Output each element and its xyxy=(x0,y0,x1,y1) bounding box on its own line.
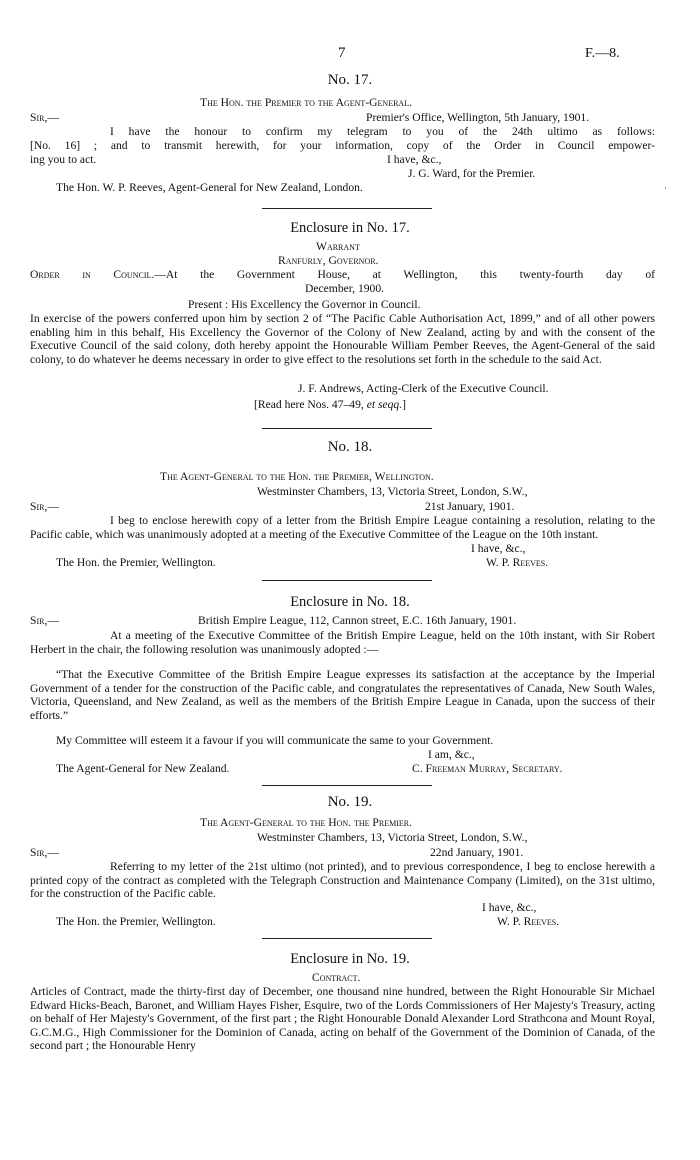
separator-rule xyxy=(262,938,432,939)
no18-address: Westminster Chambers, 13, Victoria Street, London, S.W., xyxy=(257,485,528,498)
no18-salutation: Sir,— xyxy=(30,500,59,513)
no19-date: 22nd January, 1901. xyxy=(430,846,524,859)
no17-salutation: Sir,— xyxy=(30,111,59,124)
encl17-body: In exercise of the powers conferred upon him by section 2 of “The Pacific Cable Authorisation Act, 1899,” and of all other powers enabling him in this behalf, His Excellency the Governor of the Colony of New Zealand, acting by and with the consent of the Executive Council of the said colony, doth hereby appoint the Honourable William Pember Reeves, the Agent-General of the said colony, to do whatever he deems necessary in order to give effect to the resolutions set forth in the schedule to the said Act. xyxy=(30,312,655,366)
no17-place-date: Premier's Office, Wellington, 5th January, 1901. xyxy=(366,111,590,124)
separator-rule xyxy=(262,580,432,581)
separator-rule xyxy=(262,785,432,786)
encl18-place-date: British Empire League, 112, Cannon street, E.C. 16th January, 1901. xyxy=(198,614,517,627)
no19-salutation: Sir,— xyxy=(30,846,59,859)
encl18-heading: Enclosure in No. 18. xyxy=(290,594,410,610)
no17-number: No. 17. xyxy=(327,72,373,88)
separator-rule xyxy=(262,428,432,429)
document-page: 7 F.—8. No. 17. The Hon. the Premier to the Agent-General. Sir,— Premier's Office, Wellington, 5th January, 1901. I have the honour to confirm my telegram to you of the 24th ultimo as follows: [No. 16] ; and to transmit herewith, for your information, copy of the Order in Council empower- ing you to act. I have, &c., J. G. Ward, for the Premier. The Hon. W. P. Reeves, Agent-General for New Zealand, London. · Enclosure in No. 17. Warrant Ranfurly, Governor. Order in Council.—At the Government House, at Wellington, this twenty-fourth day of December, 1900. Present : His Excellency the Governor in Council. In exercise of the powers conferred upon him by section 2 of “The Pacific Cable Authorisation Act, 1899,” and of all other powers enabling him in this behalf, His Excellency the Governor of the Colony of New Zealand, acting by and with the consent of the Executive Council of the said colony, doth hereby appoint the Honourable William Pember Reeves, the Agent-General of the said colony, to do whatever he deems necessary in order to give effect to the resolutions set forth in the schedule to the said Act. J. F. Andrews, Acting-Clerk of the Executive Council. [Read here Nos. 47–49, et seqq.] No. 18. The Agent-General to the Hon. the Premier, Wellington. Westminster Chambers, 13, Victoria Street, London, S.W., Sir,— 21st January, 1901. I beg to enclose herewith copy of a letter from the British Empire League containing a resolution, relating to the Pacific cable, which was unanimously adopted at a meeting of the Executive Committee of the League on the 10th instant. I have, &c., The Hon. the Premier, Wellington. W. P. Reeves. Enclosure in No. 18. Sir,— British Empire League, 112, Cannon street, E.C. 16th January, 1901. At a meeting of the Executive Committee of the British Empire League, held on the 10th instant, with Sir Robert Herbert in the chair, the following resolution was unanimously adopted :— “That the Executive Committee of the British Empire League expresses its satisfaction at the acceptance by the Imperial Government of a tender for the construction of the Pacific cable, and congratulates the representatives of Canada, New South Wales, Victoria, Queensland, and New Zealand, as well as the members of the British Empire League in Canada, upon the success of their efforts.” My Committee will esteem it a favour if you will communicate the same to your Government. I am, &c., The Agent-General for New Zealand. C. Freeman Murray, Secretary. No. 19. The Agent-General to the Hon. the Premier. Westminster Chambers, 13, Victoria Street, London, S.W., Sir,— 22nd January, 1901. Referring to my letter of the 21st ultimo (not printed), and to previous correspondence, I beg to enclose herewith a printed copy of the contract as completed with the Telegraph Construction and Maintenance Company (Limited), on the 31st ultimo, for the construction of the Pacific cable. I have, &c., The Hon. the Premier, Wellington. W. P. Reeves. Enclosure in No. 19. Contract. Articles of Contract, made the thirty-first day of December, one thousand nine hundred, between the Right Honourable Sir Michael Edward Hicks-Beach, Baronet, and William Hayes Fisher, Esquire, two of the Lords Commissioners of Her Majesty's Treasury, acting on behalf of Her Majesty's Government, of the first part ; the Right Honourable Donald Alexander Lord Strathcona and Mount Royal, G.C.M.G., High Commissioner for the Dominion of Canada, acting on behalf of the Government of the Dominion of Canada, of the second part ; the Honourable Henry xyxy=(0,0,700,1160)
encl17-governor: Ranfurly, Governor. xyxy=(278,254,379,267)
no17-body-line-2: [No. 16] ; and to transmit herewith, for your information, copy of the Order in Council empower- xyxy=(30,139,655,152)
no18-date: 21st January, 1901. xyxy=(425,500,515,513)
no19-number: No. 19. xyxy=(327,794,373,810)
encl17-order-text: —At the Government House, at Wellington, this twenty-fourth day of xyxy=(154,268,655,281)
no19-close: I have, &c., xyxy=(482,901,537,914)
encl17-order-date: December, 1900. xyxy=(305,282,385,295)
no19-title: The Agent-General to the Hon. the Premier. xyxy=(200,816,412,829)
encl17-read-here: [Read here Nos. 47–49, et seqq.] xyxy=(254,398,406,411)
encl18-signature: C. Freeman Murray, Secretary. xyxy=(412,762,563,775)
no18-body: I beg to enclose herewith copy of a letter from the British Empire League containing a resolution, relating to the Pacific cable, which was unanimously adopted at a meeting of the Executive Committee of the League on the 10th instant. xyxy=(30,514,655,541)
no19-signature: W. P. Reeves. xyxy=(497,915,560,928)
encl19-body: Articles of Contract, made the thirty-first day of December, one thousand nine hundred, between the Right Honourable Sir Michael Edward Hicks-Beach, Baronet, and William Hayes Fisher, Esquire, two of the Lords Commissioners of Her Majesty's Treasury, acting on behalf of Her Majesty's Government, of the first part ; the Right Honourable Donald Alexander Lord Strathcona and Mount Royal, G.C.M.G., High Commissioner for the Dominion of Canada, acting on behalf of the Government of the Dominion of Canada, of the second part ; the Honourable Henry xyxy=(30,985,655,1053)
no18-addressee: The Hon. the Premier, Wellington. xyxy=(56,556,216,569)
encl19-contract-label: Contract. xyxy=(312,971,361,984)
encl19-heading: Enclosure in No. 19. xyxy=(290,951,410,967)
encl17-present: Present : His Excellency the Governor in Council. xyxy=(188,298,421,311)
no18-title: The Agent-General to the Hon. the Premier, Wellington. xyxy=(160,470,434,483)
encl17-order-line xyxy=(30,268,655,282)
page-reference: F.—8. xyxy=(585,46,620,61)
no17-body-line-1: I have the honour to confirm my telegram to you of the 24th ultimo as follows: xyxy=(110,125,655,138)
encl18-body: At a meeting of the Executive Committee of the British Empire League, held on the 10th instant, with Sir Robert Herbert in the chair, the following resolution was unanimously adopted :— xyxy=(30,629,655,656)
encl17-heading: Enclosure in No. 17. xyxy=(290,220,410,236)
no17-addressee: The Hon. W. P. Reeves, Agent-General for New Zealand, London. xyxy=(56,181,363,194)
no18-signature: W. P. Reeves. xyxy=(486,556,549,569)
no17-signature: J. G. Ward, for the Premier. xyxy=(408,167,536,180)
encl18-close: I am, &c., xyxy=(428,748,475,761)
separator-rule xyxy=(262,208,432,209)
no19-body: Referring to my letter of the 21st ultimo (not printed), and to previous correspondence, I beg to enclose herewith a printed copy of the contract as completed with the Telegraph Construction and Maintenance Company (Limited), on the 31st ultimo, for the construction of the Pacific cable. xyxy=(30,860,655,901)
no18-close: I have, &c., xyxy=(471,542,526,555)
no18-number: No. 18. xyxy=(327,439,373,455)
encl18-addressee: The Agent-General for New Zealand. xyxy=(56,762,230,775)
no17-title: The Hon. the Premier to the Agent-General. xyxy=(200,96,412,109)
encl17-warrant: Warrant xyxy=(316,240,360,253)
encl17-signature: J. F. Andrews, Acting-Clerk of the Executive Council. xyxy=(298,382,549,395)
encl18-resolution: “That the Executive Committee of the British Empire League expresses its satisfaction at the acceptance by the Imperial Government of a tender for the construction of the Pacific cable, and congratulates the representatives of Canada, New South Wales, Victoria, Queensland, and New Zealand, as well as the members of the British Empire League in Canada, upon the success of their efforts.” xyxy=(30,668,655,722)
no19-addressee: The Hon. the Premier, Wellington. xyxy=(56,915,216,928)
encl18-salutation: Sir,— xyxy=(30,614,59,627)
encl18-committee: My Committee will esteem it a favour if you will communicate the same to your Government. xyxy=(56,734,494,747)
page-number: 7 xyxy=(338,45,346,61)
encl17-order-lead: Order in Council. xyxy=(30,268,155,281)
no17-body-line-3: ing you to act. xyxy=(30,153,97,166)
no19-address: Westminster Chambers, 13, Victoria Street, London, S.W., xyxy=(257,831,528,844)
no17-close: I have, &c., xyxy=(387,153,442,166)
